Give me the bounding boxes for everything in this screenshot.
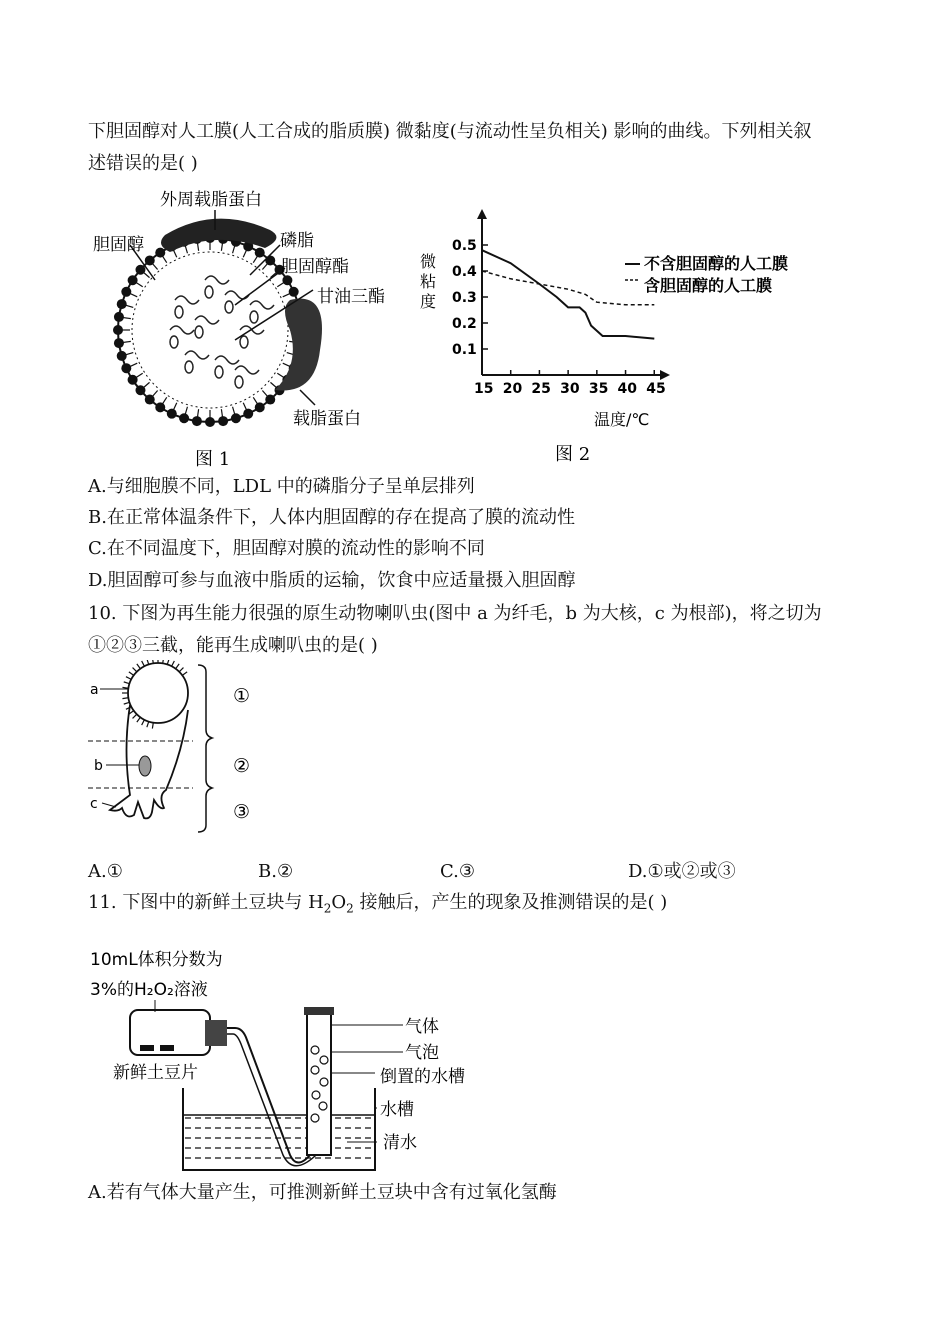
label-apolipoprotein: 载脂蛋白 (293, 409, 361, 429)
q9-option-a: A.与细胞膜不同，LDL 中的磷脂分子呈单层排列 (88, 476, 475, 497)
section-2-label: ② (233, 755, 251, 777)
series-line-with-cholesterol (482, 271, 654, 305)
y-label-char-1: 微 (420, 252, 437, 271)
label-h2o2-solution: 3%的H₂O₂溶液 (90, 980, 208, 1000)
label-water: 清水 (383, 1133, 417, 1153)
x-tick-label: 35 (588, 381, 609, 397)
bottle-stopper (205, 1020, 227, 1046)
label-potato: 新鲜土豆片 (113, 1063, 198, 1083)
label-cholesterol: 胆固醇 (93, 235, 144, 255)
y-tick-label: 0.1 (452, 342, 477, 358)
y-tick-label: 0.5 (452, 238, 477, 254)
label-phospholipid: 磷脂 (280, 231, 314, 251)
y-tick-label: 0.2 (452, 316, 477, 332)
x-axis-label: 温度/℃ (594, 410, 650, 429)
label-cholesteryl-ester: 胆固醇酯 (281, 257, 349, 277)
legend-solid-label: 不含胆固醇的人工膜 (644, 254, 789, 273)
y-tick-label: 0.4 (452, 264, 477, 280)
worm-head (128, 663, 188, 723)
intro-line-2: 述错误的是( ) (88, 153, 198, 174)
figure-2-caption: 图 2 (555, 444, 591, 465)
y-label-char-3: 度 (420, 292, 437, 311)
figure-1-caption: 图 1 (195, 449, 231, 470)
q10-option-a: A.① (88, 861, 123, 882)
q10-option-d: D.①或②或③ (628, 861, 736, 882)
x-tick-label: 25 (531, 381, 551, 397)
label-outer-protein: 外周载脂蛋白 (160, 190, 262, 210)
x-tick-label: 30 (560, 381, 580, 397)
q11-option-a: A.若有气体大量产生，可推测新鲜土豆块中含有过氧化氢酶 (88, 1182, 557, 1203)
x-tick-label: 15 (474, 381, 494, 397)
x-tick-label: 45 (646, 381, 666, 397)
q10-option-c: C.③ (440, 861, 475, 882)
x-tick-label: 20 (502, 381, 523, 397)
q10-trumpet-worm-figure (88, 660, 288, 840)
macronucleus (139, 756, 151, 776)
figure-2-chart (410, 205, 850, 467)
q10-option-b: B.② (258, 861, 294, 882)
q9-option-d: D.胆固醇可参与血液中脂质的运输，饮食中应适量摄入胆固醇 (88, 570, 576, 591)
section-3-label: ③ (233, 801, 251, 823)
figure-1-ldl-diagram (85, 180, 415, 470)
y-label-char-2: 粘 (420, 272, 437, 291)
q10-line-1: 10. 下图为再生能力很强的原生动物喇叭虫(图中 a 为纤毛，b 为大核，c 为根部)，将之切为 (88, 603, 822, 624)
q9-option-c: C.在不同温度下，胆固醇对膜的流动性的影响不同 (88, 538, 485, 559)
label-tank: 水槽 (380, 1100, 414, 1120)
q9-option-b: B.在正常体温条件下，人体内胆固醇的存在提高了膜的流动性 (88, 507, 575, 528)
label-triglyceride: 甘油三酯 (317, 287, 385, 307)
label-inverted-tank: 倒置的水槽 (380, 1067, 465, 1087)
label-gas: 气体 (405, 1017, 439, 1037)
label-c: c (90, 796, 98, 812)
intro-line-1: 下胆固醇对人工膜(人工合成的脂质膜) 微黏度(与流动性呈负相关) 影响的曲线。下列相关叙 (88, 121, 812, 142)
label-bubble: 气泡 (405, 1043, 439, 1063)
y-tick-label: 0.3 (452, 290, 477, 306)
q11-stem: 11. 下图中的新鲜土豆块与 $H_2O_2$ 接触后，产生的现象及推测错误的是( ) (88, 892, 668, 916)
q10-line-2: ①②③三截，能再生成喇叭虫的是( ) (88, 635, 378, 656)
section-braces (198, 665, 212, 832)
label-h2o2-volume: 10mL体积分数为 (90, 950, 223, 970)
label-b: b (94, 758, 103, 774)
legend-dashed-label: 含胆固醇的人工膜 (644, 276, 773, 295)
section-1-label: ① (233, 685, 251, 707)
q11-apparatus-figure (85, 940, 505, 1175)
x-tick-label: 40 (617, 381, 638, 397)
label-a: a (90, 682, 99, 698)
